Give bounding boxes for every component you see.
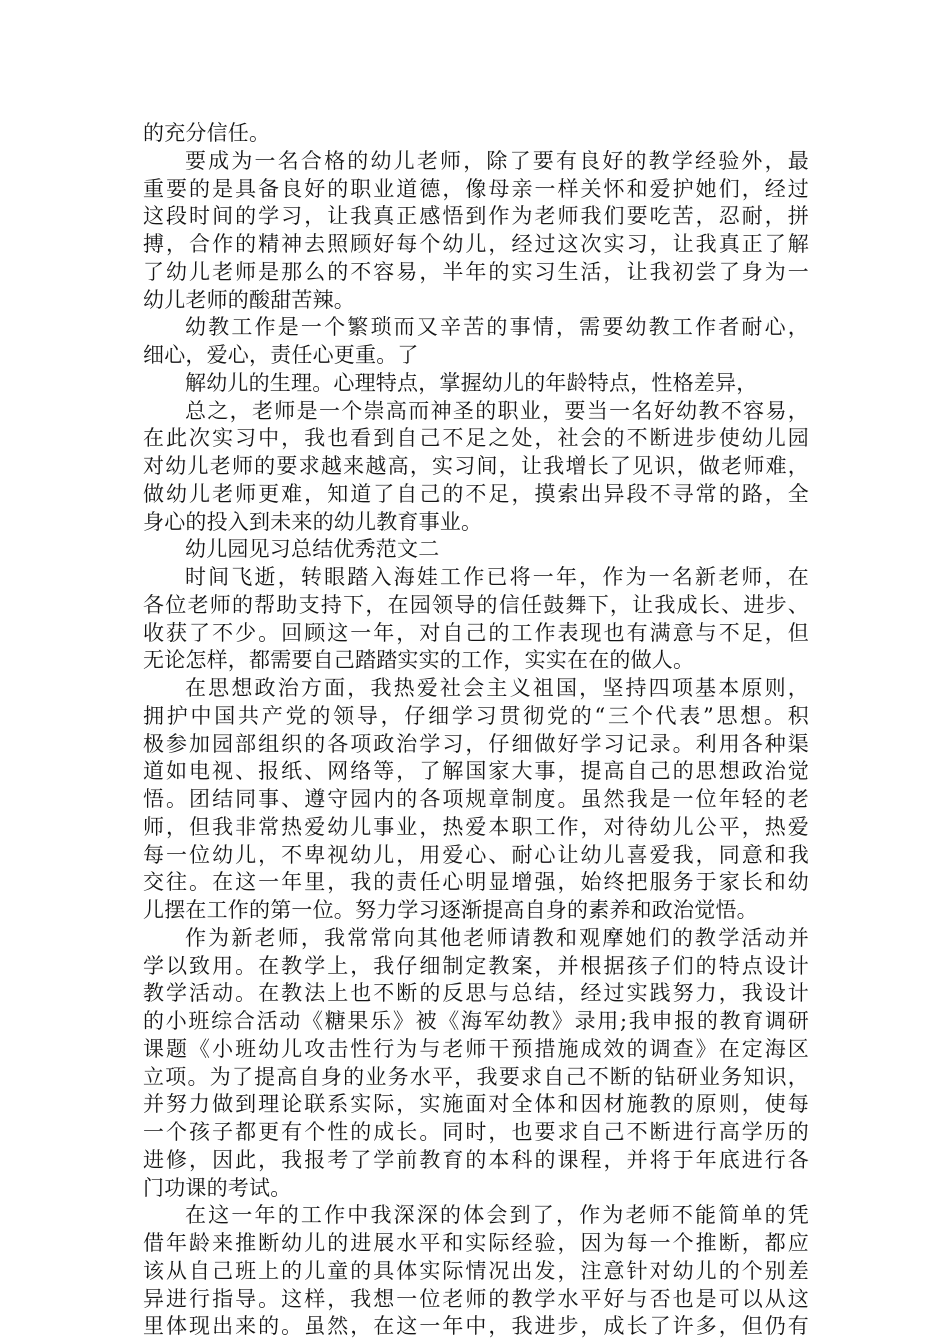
text-line: 的小班综合活动《糖果乐》被《海军幼教》录用;我申报的教育调研: [143, 1009, 809, 1033]
text-line: 收获了不少。回顾这一年，对自己的工作表现也有满意与不足，但: [143, 620, 809, 645]
text-line: 儿摆在工作的第一位。努力学习逐渐提高自身的素养和政治觉悟。: [143, 898, 758, 922]
text-line: 幼儿园见习总结优秀范文二: [185, 537, 440, 562]
text-line: 课题《小班幼儿攻击性行为与老师干预措施成效的调查》在定海区: [143, 1036, 809, 1061]
text-line: 悟。团结同事、遵守园内的各项规章制度。虽然我是一位年轻的老: [143, 787, 809, 811]
text-line: 搏，合作的精神去照顾好每个幼儿，经过这次实习，让我真正了解: [143, 232, 809, 256]
text-line: 细心，爱心，责任心更重。了: [143, 343, 419, 367]
text-line: 交往。在这一年里，我的责任心明显增强，始终把服务于家长和幼: [143, 870, 809, 895]
text-line: 立项。为了提高自身的业务水平，我要求自己不断的钻研业务知识，: [143, 1064, 809, 1089]
text-line: 里体现出来的。虽然，在这一年中，我进步，成长了许多，但仍有: [143, 1314, 809, 1339]
text-line: 幼儿老师的酸甜苦辣。: [143, 287, 355, 312]
text-line: 极参加园部组织的各项政治学习，仔细做好学习记录。利用各种渠: [143, 731, 809, 756]
text-line: 教学活动。在教法上也不断的反思与总结，经过实践努力，我设计: [143, 981, 809, 1006]
text-line: 身心的投入到未来的幼儿教育事业。: [143, 509, 483, 534]
text-line: 无论怎样，都需要自己踏踏实实的工作，实实在在的做人。: [143, 648, 695, 673]
text-line: 时间飞逝，转眼踏入海娃工作已将一年，作为一名新老师，在: [185, 565, 809, 589]
text-line: 这段时间的学习，让我真正感悟到作为老师我们要吃苦，忍耐，拼: [143, 204, 809, 229]
text-line: 在此次实习中，我也看到自己不足之处，社会的不断进步使幼儿园: [143, 426, 809, 451]
text-line: 幼教工作是一个繁琐而又辛苦的事情，需要幼教工作者耐心，: [185, 315, 809, 340]
text-line: 道如电视、报纸、网络等，了解国家大事，提高自己的思想政治觉: [143, 759, 809, 784]
text-line: 拥护中国共产党的领导，仔细学习贯彻党的“三个代表”思想。积: [143, 703, 809, 728]
text-line: 做幼儿老师更难，知道了自己的不足，摸索出异段不寻常的路，全: [143, 481, 809, 506]
text-line: 在思想政治方面，我热爱社会主义祖国，坚持四项基本原则，: [185, 676, 809, 700]
text-line: 每一位幼儿，不卑视幼儿，用爱心、耐心让幼儿喜爱我，同意和我: [143, 842, 809, 867]
text-line: 解幼儿的生理。心理特点，掌握幼儿的年龄特点，性格差异，: [185, 370, 758, 395]
text-line: 对幼儿老师的要求越来越高，实习间，让我增长了见识，做老师难，: [143, 454, 809, 478]
body-text: [143, 120, 809, 1341]
text-line: 在这一年的工作中我深深的体会到了，作为老师不能简单的凭: [185, 1203, 809, 1228]
text-line: 借年龄来推断幼儿的进展水平和实际经验，因为每一个推断，都应: [143, 1231, 809, 1255]
text-line: 并努力做到理论联系实际，实施面对全体和因材施教的原则，使每: [143, 1092, 809, 1117]
text-line: 师，但我非常热爱幼儿事业，热爱本职工作，对待幼儿公平，热爱: [143, 814, 809, 839]
text-line: 该从自己班上的儿童的具体实际情况出发，注意针对幼儿的个别差: [143, 1258, 809, 1283]
text-line: 作为新老师，我常常向其他老师请教和观摩她们的教学活动并: [185, 925, 809, 950]
text-line: 要成为一名合格的幼儿老师，除了要有良好的教学经验外，最: [185, 148, 809, 173]
text-line: 进修，因此，我报考了学前教育的本科的课程，并将于年底进行各: [143, 1147, 809, 1172]
text-line: 一个孩子都更有个性的成长。同时，也要求自己不断进行高学历的: [143, 1120, 809, 1144]
text-line: 学以致用。在教学上，我仔细制定教案，并根据孩子们的特点设计: [143, 953, 809, 978]
text-line: 了幼儿老师是那么的不容易，半年的实习生活，让我初尝了身为一: [143, 259, 809, 284]
text-line: 异进行指导。这样，我想一位老师的教学水平好与否也是可以从这: [143, 1286, 809, 1311]
text-line: 的充分信任。: [143, 121, 271, 145]
text-line: 总之，老师是一个崇高而神圣的职业，要当一名好幼教不容易，: [185, 398, 809, 423]
text-line: 重要的是具备良好的职业道德，像母亲一样关怀和爱护她们，经过: [143, 176, 809, 201]
text-line: 门功课的考试。: [143, 1175, 292, 1200]
text-line: 各位老师的帮助支持下，在园领导的信任鼓舞下，让我成长、进步、: [143, 592, 809, 617]
